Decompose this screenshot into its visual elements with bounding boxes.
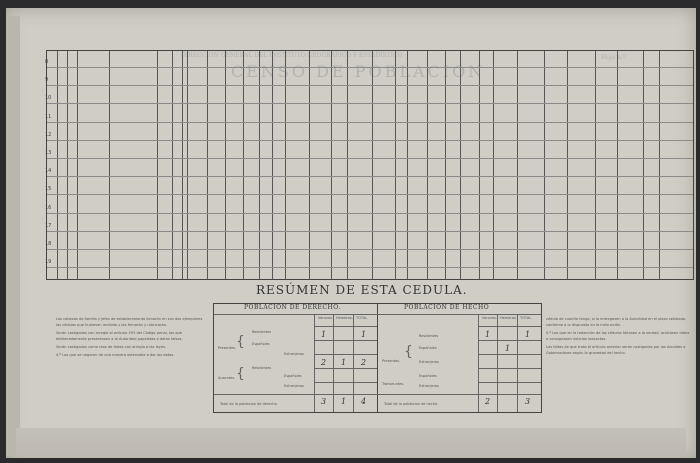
summary-table bbox=[213, 303, 542, 413]
sheet-fold-strip bbox=[16, 428, 686, 456]
ghost-dept-line: DIRECCION GENERAL DEL INSTITUTO GEOGRAFICO Y ESTADISTICO bbox=[181, 52, 403, 59]
table-rule bbox=[377, 394, 541, 395]
grid-row-number: 16 bbox=[45, 204, 52, 211]
instruction-paragraph: Las faltas de que trata el artículo anterior serán castigadas por los Alcaldes o Gobernadores según la gravedad del hecho. bbox=[546, 345, 686, 355]
instruction-paragraph: Serán castigados con arreglo al artículo 593 del Código penal, los que deliberadamente presentasen a la Autoridad papeletas o datos falsos. bbox=[56, 331, 183, 341]
row-group-label: Ausentes. bbox=[218, 376, 236, 380]
census-sheet bbox=[6, 8, 696, 458]
grid-row-number: 15 bbox=[45, 186, 52, 193]
handwritten-entry: 4 bbox=[361, 397, 367, 406]
grid-row-rule bbox=[47, 231, 693, 232]
brace-icon: { bbox=[236, 366, 245, 382]
grid-row-rule bbox=[47, 85, 693, 86]
table-rule bbox=[478, 382, 541, 383]
sub-row-label: Residentes bbox=[252, 330, 272, 334]
table-rule bbox=[478, 340, 541, 341]
row-group-label: Presentes. bbox=[382, 359, 401, 363]
handwritten-entry: 1 bbox=[505, 344, 511, 353]
handwritten-entry: 1 bbox=[321, 330, 327, 339]
sheet-left-edge bbox=[6, 16, 20, 456]
total-label: Total de la poblacion de hecho bbox=[384, 402, 438, 406]
table-col-rule bbox=[333, 314, 334, 412]
grid-row-number: 19 bbox=[45, 259, 52, 266]
col-header: Hembras. bbox=[500, 316, 517, 320]
instruction-paragraph: 4.º Los que se negaren de una manera ostensible a dar los datos. bbox=[56, 353, 175, 357]
handwritten-entry: 1 bbox=[525, 330, 531, 339]
grid-row-number: 9 bbox=[45, 77, 49, 84]
handwritten-entry: 1 bbox=[341, 397, 347, 406]
handwritten-entry: 1 bbox=[485, 330, 491, 339]
table-rule bbox=[314, 354, 377, 355]
grid-row-rule bbox=[47, 267, 693, 268]
instructions-left bbox=[56, 316, 206, 360]
grid-row-number: 18 bbox=[45, 241, 52, 247]
sub-row-label: Españoles bbox=[419, 374, 437, 378]
sub-row-label: Extranjeros bbox=[284, 352, 304, 356]
sub-row-label: Residentes bbox=[252, 366, 272, 370]
sub-row-label: Españoles bbox=[419, 346, 437, 350]
instruction-paragraph: cédula de cuantía tenga, si la entregasen a la Autoridad en el plazo señalado, conforme a lo dispuesto en la instrucción. bbox=[546, 317, 687, 327]
grid-row-rule bbox=[47, 194, 693, 195]
ghost-sheet-tag: Hoja n.º bbox=[601, 54, 626, 61]
table-col-rule bbox=[478, 314, 479, 412]
table-divider bbox=[377, 304, 378, 412]
table-col-rule bbox=[353, 314, 354, 412]
handwritten-entry: 2 bbox=[321, 358, 327, 367]
table-rule bbox=[314, 368, 377, 369]
col-header: TOTAL. bbox=[356, 316, 369, 320]
col-header: Varones. bbox=[318, 316, 334, 320]
sub-row-label: Españoles bbox=[252, 342, 270, 346]
row-group-label: Transeuntes. bbox=[382, 382, 405, 386]
table-rule bbox=[314, 326, 377, 327]
table-col-rule bbox=[517, 314, 518, 412]
sub-row-label: Extranjeros bbox=[419, 384, 439, 388]
grid-row-rule bbox=[47, 122, 693, 123]
grid-row-number: 8 bbox=[45, 59, 49, 65]
table-rule bbox=[214, 314, 541, 315]
table-rule bbox=[314, 340, 377, 341]
table-rule bbox=[314, 382, 377, 383]
grid-row-rule bbox=[47, 249, 693, 250]
brace-icon: { bbox=[404, 344, 413, 360]
handwritten-entry: 2 bbox=[485, 397, 491, 406]
instruction-paragraph: Serán castigados como reos de faltas con arreglo a las leyes. bbox=[56, 345, 167, 349]
instructions-right bbox=[546, 316, 691, 358]
heading-hecho: POBLACION DE HECHO bbox=[404, 304, 490, 311]
grid-row-rule bbox=[47, 67, 693, 68]
col-header: Varones. bbox=[482, 316, 498, 320]
ghost-census-title: CENSO DE POBLACION bbox=[231, 62, 486, 81]
grid-row-number: 17 bbox=[45, 222, 52, 229]
grid-row-rule bbox=[47, 140, 693, 141]
handwritten-entry: 3 bbox=[525, 397, 531, 406]
grid-row-number: 14 bbox=[45, 168, 52, 175]
grid-row-number: 10 bbox=[45, 95, 52, 102]
table-rule bbox=[478, 326, 541, 327]
grid-row-number: 12 bbox=[45, 131, 52, 138]
grid-row-number: 13 bbox=[45, 150, 52, 156]
brace-icon: { bbox=[236, 334, 245, 350]
table-col-rule bbox=[314, 314, 315, 412]
instruction-paragraph: 5.º Los que en la redacción de las cédulas faltasen a la verdad, ocultasen datos o consignasen noticias inexactas. bbox=[546, 331, 690, 341]
table-rule bbox=[478, 354, 541, 355]
handwritten-entry: 1 bbox=[361, 330, 367, 339]
handwritten-entry: 2 bbox=[361, 358, 367, 367]
sub-row-label: Extranjeros bbox=[419, 360, 439, 364]
table-col-rule bbox=[497, 314, 498, 412]
col-header: Hembras. bbox=[336, 316, 353, 320]
grid-row-rule bbox=[47, 176, 693, 177]
grid-row-rule bbox=[47, 103, 693, 104]
handwritten-entry: 3 bbox=[321, 397, 327, 406]
heading-derecho: POBLACION DE DERECHO. bbox=[244, 304, 341, 311]
row-group-label: Presentes. bbox=[218, 346, 237, 350]
instruction-paragraph: Los cabezas de familia y jefes de establecimiento llenarán en sus dos ejemplares las cédulas que hubiesen recibido y las firmarán y rubricarán. bbox=[56, 317, 203, 327]
grid-row-number: 11 bbox=[45, 113, 52, 120]
table-rule bbox=[478, 368, 541, 369]
census-entry-grid bbox=[46, 50, 694, 280]
total-label: Total de la poblacion de derecho bbox=[220, 402, 277, 406]
summary-title: RESÚMEN DE ESTA CEDULA. bbox=[256, 283, 468, 297]
sub-row-label: Españoles bbox=[284, 374, 302, 378]
table-rule bbox=[214, 394, 377, 395]
sub-row-label: Residentes bbox=[419, 334, 439, 338]
handwritten-entry: 1 bbox=[341, 358, 347, 367]
grid-row-rule bbox=[47, 213, 693, 214]
col-header: TOTAL. bbox=[520, 316, 533, 320]
sub-row-label: Extranjeros bbox=[284, 384, 304, 388]
grid-row-rule bbox=[47, 158, 693, 159]
